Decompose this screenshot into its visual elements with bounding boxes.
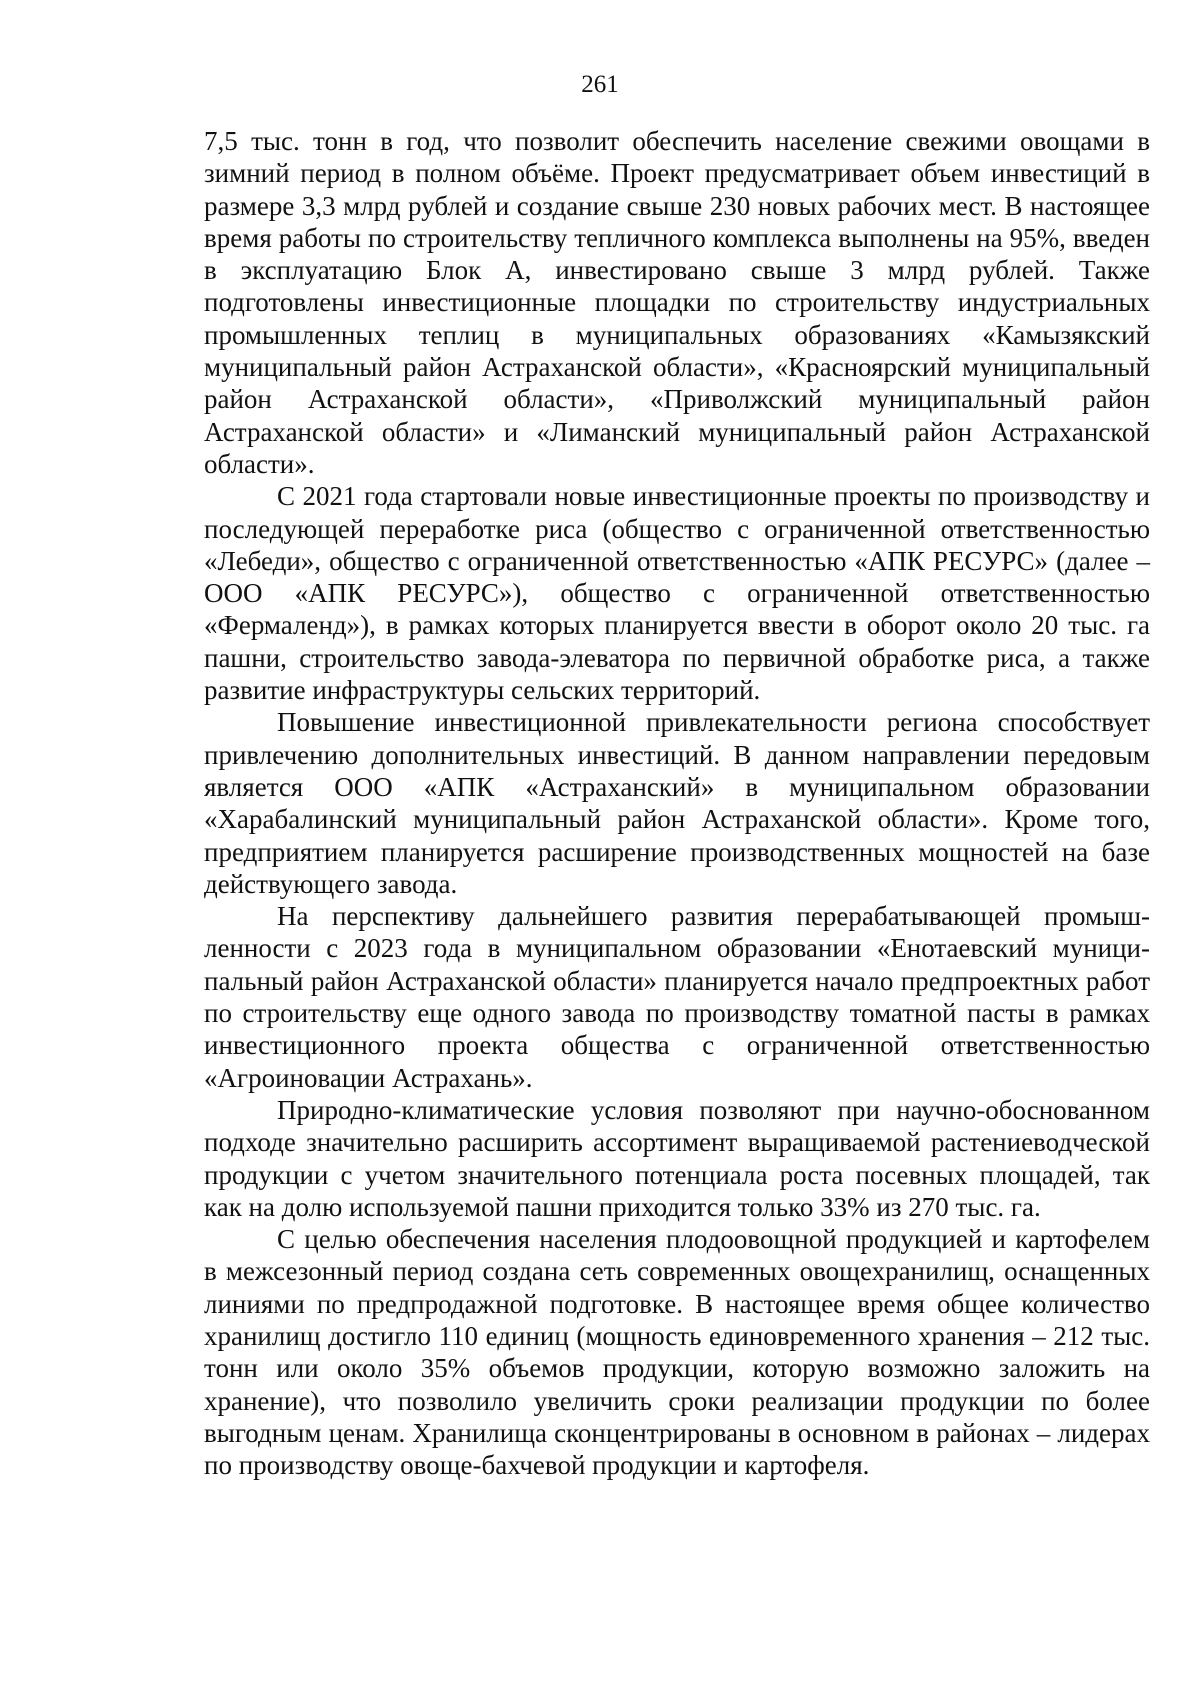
paragraph-4: На перспективу дальнейшего развития перерабатывающей промышленности с 2023 года в муниципальном образовании «Енотаевский муниципальный район Астраханской области» планируется начало предпроектных работ по строительству еще одного завода по производству томатной пасты в рамках инвестиционного проекта общества с ограниченной ответственностью «Агроиновации Астрахань». xyxy=(204,901,1150,1093)
page-number: 261 xyxy=(581,71,619,98)
paragraph-6: С целью обеспечения населения плодоовощной продукцией и картофелем в межсезонный период создана сеть современных овощехранилищ, оснащенных линиями по предпродажной подготовке. В настоящее время общее количество хранилищ достигло 110 единиц (мощность единовременного хранения – 212 тыс. тонн или около 35% объемов продукции, которую возможно заложить на хранение), что позволило увеличить сроки реализации продукции по более выгодным ценам. Хранилища сконцентрированы в основном в районах – лидерах по производству овоще-бахчевой продукции и картофеля. xyxy=(204,1224,1150,1481)
document-body xyxy=(204,125,1150,1481)
paragraph-3: Повышение инвестиционной привлекательности региона способствует привлечению дополнительных инвестиций. В данном направлении передовым является ООО «АПК «Астраханский» в муниципальном образовании «Харабалинский муниципальный район Астраханской области». Кроме того, предприятием планируется расширение производственных мощностей на базе действующего завода. xyxy=(204,707,1150,899)
paragraph-1: 7,5 тыс. тонн в год, что позволит обеспечить население свежими овощами в зимний период в полном объёме. Проект предусматривает объем инвестиций в размере 3,3 млрд рублей и создание свыше 230 новых рабочих мест. В настоящее время работы по строительству тепличного комплекса выполнены на 95%, введен в эксплуатацию Блок А, инвестировано свыше 3 млрд рублей. Также подготовлены инвестиционные площадки по строительству индустриальных промышленных теплиц в муниципальных образованиях «Камызякский муниципальный район Астраханской области», «Красноярский муниципальный район Астраханской области», «Приволжский муниципальный район Астраханской области» и «Лиманский муниципальный район Астраханской области». xyxy=(204,126,1150,479)
paragraph-2: С 2021 года стартовали новые инвестиционные проекты по производству и последующей переработке риса (общество с ограниченной ответственностью «Лебеди», общество с ограниченной ответственностью «АПК РЕСУРС» (далее – ООО «АПК РЕСУРС»), общество с ограниченной ответственностью «Фермаленд»), в рамках которых планируется ввести в оборот около 20 тыс. га пашни, строительство завода-элеватора по первичной обработке риса, а также развитие инфраструктуры сельских территорий. xyxy=(204,481,1150,706)
paragraph-5: Природно-климатические условия позволяют при научно-обоснованном подходе значительно расширить ассортимент выращиваемой растениеводческой продукции с учетом значительного потенциала роста посевных площадей, так как на долю используемой пашни приходится только 33% из 270 тыс. га. xyxy=(204,1094,1150,1222)
